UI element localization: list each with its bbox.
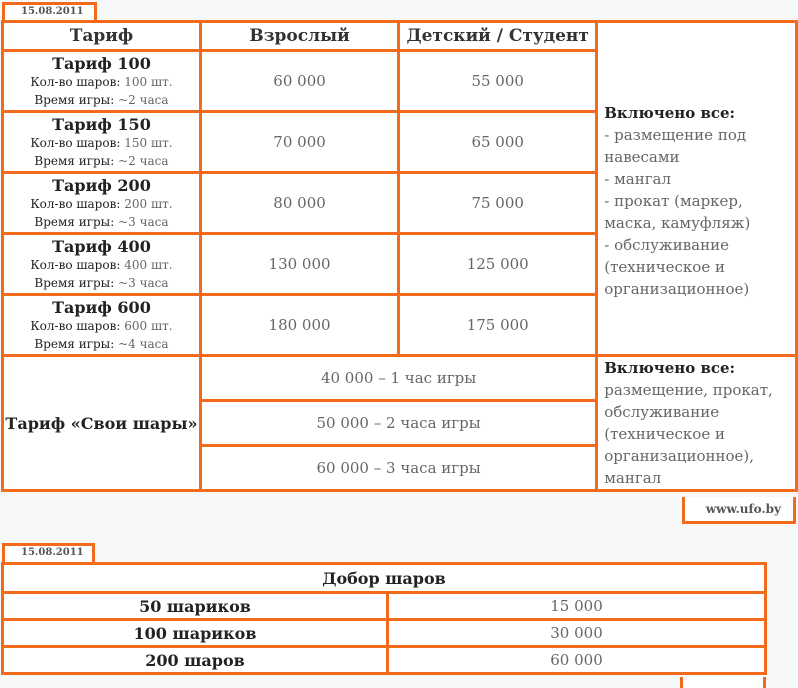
refill-price: 60 000: [388, 647, 766, 674]
balls-value: 600 шт.: [124, 318, 173, 333]
own-balls-option: 40 000 – 1 час игры: [200, 356, 596, 401]
refill-row: [3, 620, 766, 647]
refill-name: 200 шаров: [3, 647, 388, 674]
header-child: Детский / Студент: [399, 22, 597, 51]
own-balls-row: [3, 356, 797, 401]
balls-value: 100 шт.: [124, 74, 173, 89]
own-balls-option: 50 000 – 2 часа игры: [200, 401, 596, 446]
refill-header-row: [3, 564, 766, 593]
tariff-name: Тариф 150: [52, 114, 151, 134]
time-label: Время игры:: [34, 336, 115, 351]
tariff-name: Тариф 200: [52, 175, 151, 195]
tariff-info: [3, 112, 201, 173]
included-main-line: - прокат (маркер,: [604, 191, 743, 210]
tariff-table: [1, 20, 798, 492]
included-own-line: мангал: [604, 469, 662, 487]
time-line: [4, 91, 199, 109]
included-main-line: маска, камуфляж): [604, 213, 751, 232]
header-adult: Взрослый: [200, 22, 398, 51]
own-balls-name: Тариф «Свои шары»: [3, 356, 201, 491]
child-price: 175 000: [399, 295, 597, 356]
time-value: ~4 часа: [118, 336, 169, 351]
date-label: 15.08.2011: [21, 6, 84, 17]
adult-price: 80 000: [200, 173, 398, 234]
adult-price: 180 000: [200, 295, 398, 356]
adult-price: 70 000: [200, 112, 398, 173]
balls-value: 400 шт.: [124, 257, 173, 272]
included-main-title: Включено все:: [604, 103, 736, 122]
balls-label: Кол-во шаров:: [30, 318, 121, 333]
balls-value: 150 шт.: [124, 135, 173, 150]
adult-price: 60 000: [200, 51, 398, 112]
balls-value: 200 шт.: [124, 196, 173, 211]
tariff-info: [3, 173, 201, 234]
site-tab-bottom: [680, 677, 766, 688]
balls-line: [4, 195, 199, 213]
time-label: Время игры:: [34, 153, 115, 168]
included-main-line: - мангал: [604, 169, 672, 188]
time-line: [4, 213, 199, 231]
refill-name: 100 шариков: [3, 620, 388, 647]
time-label: Время игры:: [34, 275, 115, 290]
refill-row: [3, 647, 766, 674]
child-price: 65 000: [399, 112, 597, 173]
included-own-line: размещение, прокат,: [604, 381, 773, 399]
child-price: 125 000: [399, 234, 597, 295]
time-line: [4, 152, 199, 170]
balls-label: Кол-во шаров:: [30, 196, 121, 211]
included-main-line: навесами: [604, 147, 680, 166]
tariff-info: [3, 234, 201, 295]
included-own-line: организационное),: [604, 447, 755, 465]
included-main-cell: [597, 22, 797, 356]
time-label: Время игры:: [34, 214, 115, 229]
balls-line: [4, 256, 199, 274]
time-label: Время игры:: [34, 92, 115, 107]
time-line: [4, 335, 199, 353]
balls-line: [4, 73, 199, 91]
refill-price: 15 000: [388, 593, 766, 620]
tariff-name: Тариф 400: [52, 236, 151, 256]
header-row: [3, 22, 797, 51]
tariff-name: Тариф 100: [52, 53, 151, 73]
included-own-line: обслуживание: [604, 403, 720, 421]
refill-name: 50 шариков: [3, 593, 388, 620]
date-tab-top: [2, 2, 97, 22]
included-main-line: - размещение под: [604, 125, 747, 144]
site-link[interactable]: www.ufo.by: [705, 502, 781, 516]
included-main-line: (техническое и: [604, 257, 725, 276]
time-value: ~3 часа: [118, 275, 169, 290]
refill-row: [3, 593, 766, 620]
included-own-cell: [597, 356, 797, 491]
included-own-title: Включено все:: [604, 359, 736, 377]
child-price: 55 000: [399, 51, 597, 112]
time-value: ~2 часа: [118, 92, 169, 107]
date-tab-bottom: [2, 543, 95, 563]
included-own-line: (техническое и: [604, 425, 725, 443]
balls-line: [4, 317, 199, 335]
time-value: ~2 часа: [118, 153, 169, 168]
site-tab: [682, 497, 796, 524]
refill-title: Добор шаров: [3, 564, 766, 593]
adult-price: 130 000: [200, 234, 398, 295]
balls-line: [4, 134, 199, 152]
time-line: [4, 274, 199, 292]
included-main-line: - обслуживание: [604, 235, 729, 254]
tariff-name: Тариф 600: [52, 297, 151, 317]
refill-price: 30 000: [388, 620, 766, 647]
header-tariff: Тариф: [3, 22, 201, 51]
refill-table: [1, 562, 767, 675]
balls-label: Кол-во шаров:: [30, 257, 121, 272]
child-price: 75 000: [399, 173, 597, 234]
balls-label: Кол-во шаров:: [30, 135, 121, 150]
included-main-line: организационное): [604, 279, 750, 298]
own-balls-option: 60 000 – 3 часа игры: [200, 446, 596, 491]
time-value: ~3 часа: [118, 214, 169, 229]
tariff-info: [3, 51, 201, 112]
date-label: 15.08.2011: [21, 547, 84, 558]
balls-label: Кол-во шаров:: [30, 74, 121, 89]
tariff-info: [3, 295, 201, 356]
